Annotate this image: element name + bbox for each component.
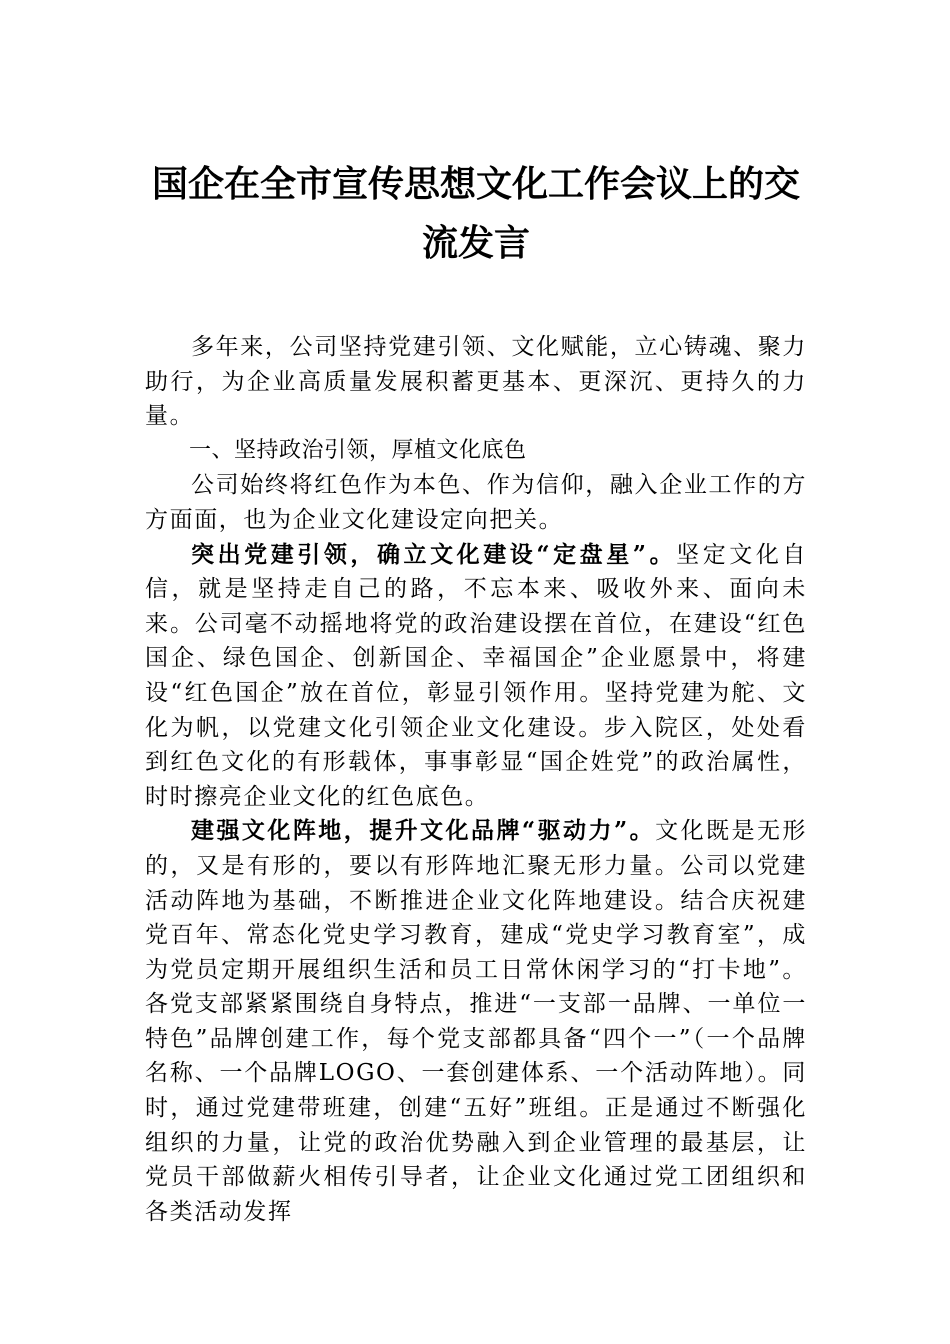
paragraph-text: 文化既是无形的，又是有形的，要以有形阵地汇聚无形力量。公司以党建活动阵地为基础，不断推进企业文化阵地建设。结合庆祝建党百年、常态化党史学习教育，建成“党史学习教育室”，成为党员定期开展组织生活和员工日常休闲学习的“打卡地”。各党支部紧紧围绕自身特点，推进“一支部一品牌、一单位一特色”品牌创建工作，每个党支部都具备“四个一”（一个品牌名称、一个品牌LOGO、一套创建体系、一个活动阵地）。同时，通过党建带班建，创建“五好”班组。正是通过不断强化组织的力量，让党的政治优势融入到企业管理的最基层，让党员干部做薪火相传引导者，让企业文化通过党工团组织和各类活动发挥 xyxy=(145,818,808,1225)
document-page xyxy=(145,155,807,1229)
intro-paragraph: 多年来，公司坚持党建引领、文化赋能，立心铸魂、聚力助行，为企业高质量发展积蓄更基本、更深沉、更持久的力量。 xyxy=(145,334,807,430)
paragraph-culture-position xyxy=(145,814,807,1229)
paragraph-lead: 建强文化阵地，提升文化品牌“驱动力”。 xyxy=(191,817,656,845)
document-title xyxy=(145,155,807,273)
paragraph-text: 坚定文化自信，就是坚持走自己的路，不忘本来、吸收外来、面向未来。公司毫不动摇地将党的政治建设摆在首位，在建设“红色国企、绿色国企、创新国企、幸福国企”企业愿景中，将建设“红色国企”放在首位，彰显引领作用。坚持党建为舵、文化为帆，以党建文化引领企业文化建设。步入院区，处处看到红色文化的有形载体，事事彰显“国企姓党”的政治属性，时时擦亮企业文化的红色底色。 xyxy=(145,541,808,810)
paragraph-lead: 突出党建引领，确立文化建设“定盘星”。 xyxy=(191,540,677,568)
title-line-1: 国企在全市宣传思想文化工作会议上的交 xyxy=(151,163,800,205)
section-intro-paragraph: 公司始终将红色作为本色、作为信仰，融入企业工作的方方面面，也为企业文化建设定向把关。 xyxy=(145,472,807,533)
paragraph-party-leadership xyxy=(145,538,807,815)
document-body xyxy=(145,330,807,1229)
section-heading-1: 一、坚持政治引领，厚植文化底色 xyxy=(189,437,527,463)
title-line-2: 流发言 xyxy=(421,222,530,264)
